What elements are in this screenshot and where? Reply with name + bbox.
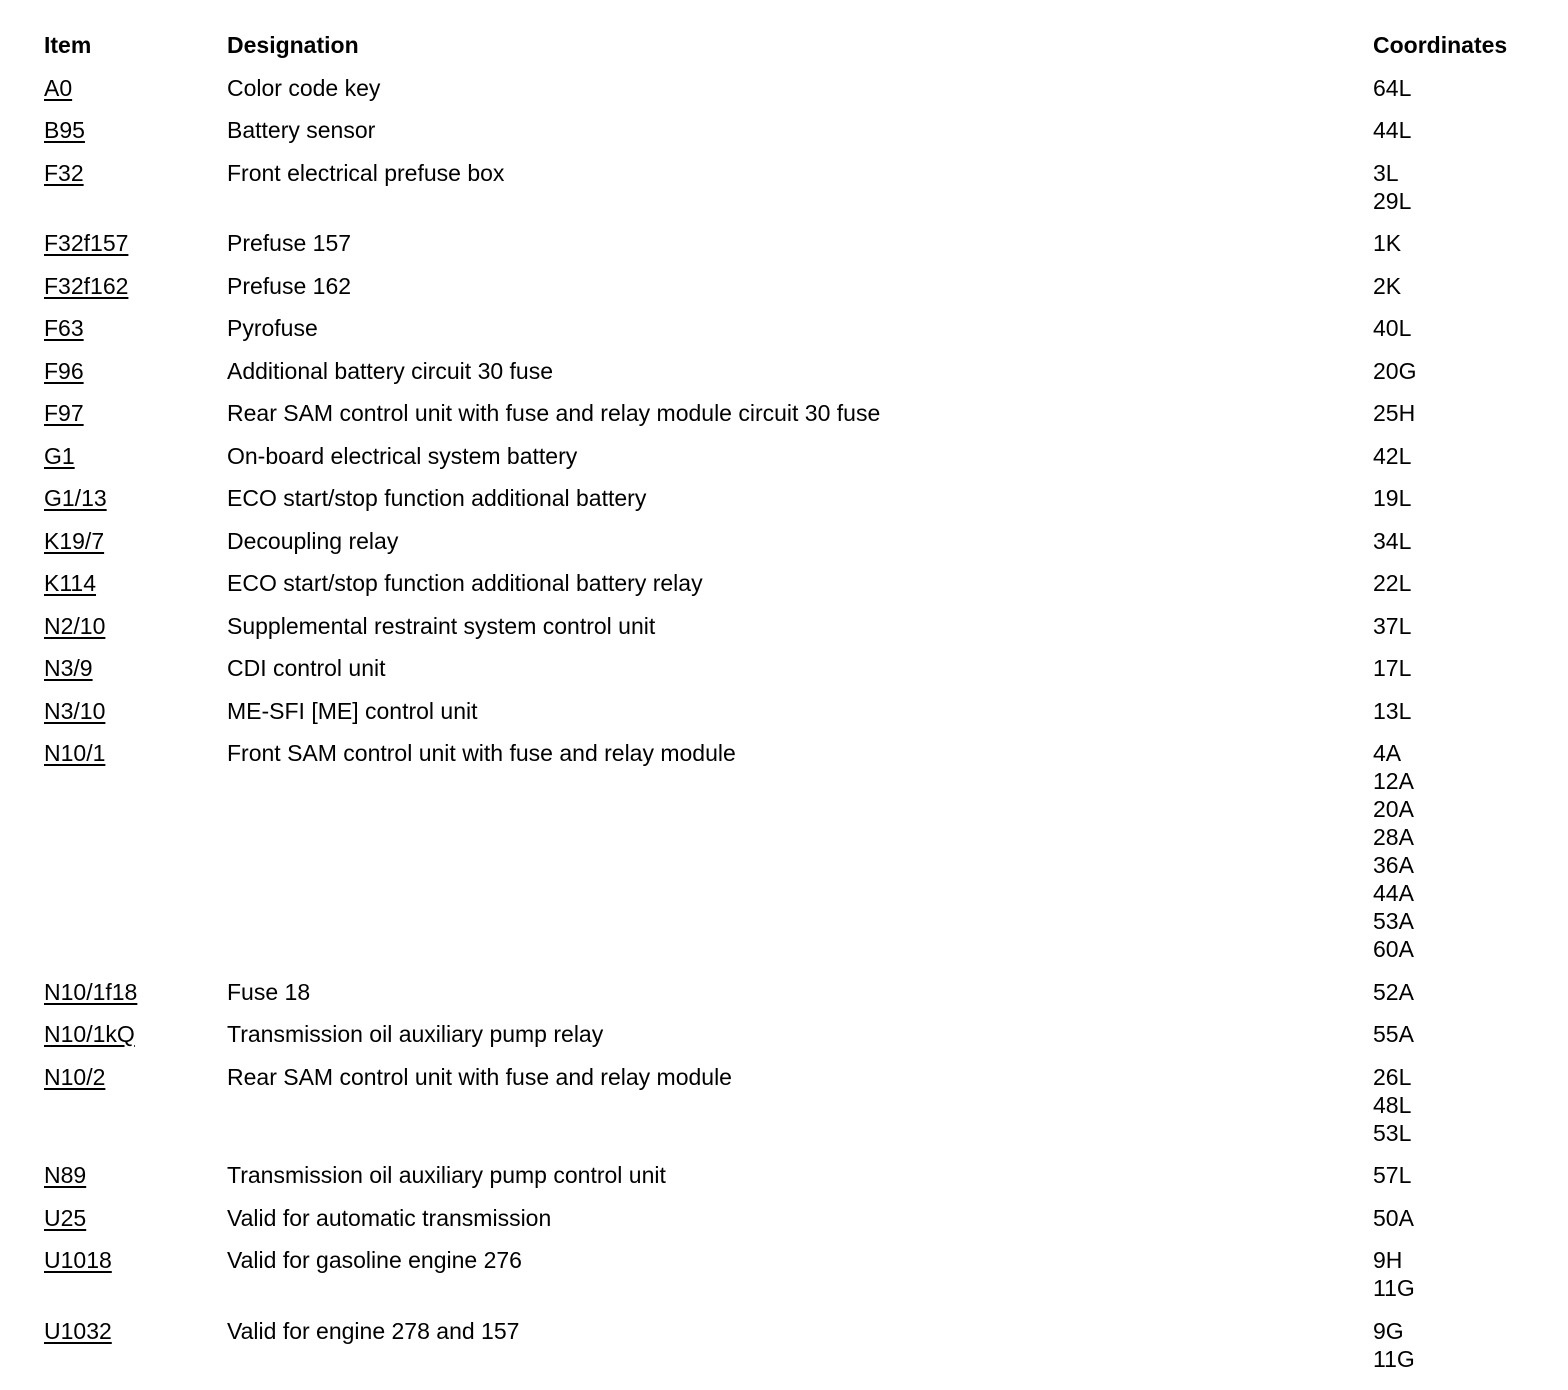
coordinate-value: 34L (1373, 527, 1412, 554)
coordinates-cell (1373, 399, 1534, 427)
table-header (44, 31, 1534, 67)
coordinate-value: 22L (1373, 570, 1412, 596)
table-row (44, 1013, 1534, 1056)
coordinates-cell (1373, 1317, 1534, 1373)
coordinates-cell (1373, 314, 1534, 342)
item-link[interactable]: G1/13 (44, 485, 107, 511)
coordinate-value: 44L (1373, 117, 1412, 143)
table-row (44, 67, 1534, 110)
coordinates-cell (1373, 527, 1534, 555)
table-row (44, 971, 1534, 1014)
coordinates-cell (1373, 116, 1534, 144)
coordinates-cell (1373, 1161, 1534, 1189)
item-link[interactable]: A0 (44, 74, 73, 101)
designation-cell: Prefuse 157 (227, 230, 352, 256)
table-row (44, 732, 1534, 971)
designation-cell: Rear SAM control unit with fuse and relay module (227, 1063, 732, 1090)
coordinates-cell (1373, 229, 1534, 257)
item-cell (44, 978, 227, 1006)
item-link[interactable]: N10/1kQ (44, 1021, 135, 1047)
item-link[interactable]: U25 (44, 1204, 87, 1231)
coordinate-value: 11G (1373, 1275, 1415, 1301)
designation-cell: On-board electrical system battery (227, 442, 578, 469)
coordinates-cell (1373, 654, 1534, 682)
item-cell (44, 697, 227, 725)
coordinate-value: 2K (1373, 272, 1402, 299)
designation-cell: CDI control unit (227, 655, 386, 681)
item-link[interactable]: N2/10 (44, 612, 106, 639)
coordinate-value: 1K (1373, 230, 1402, 256)
table-row (44, 152, 1534, 223)
item-cell (44, 654, 227, 682)
table-row (44, 222, 1534, 265)
designation-cell: Front SAM control unit with fuse and relay module (227, 740, 736, 766)
coordinates-cell (1373, 484, 1534, 512)
designation-cell: Prefuse 162 (227, 272, 352, 299)
designation-cell: Transmission oil auxiliary pump control unit (227, 1162, 666, 1188)
coordinate-value: 64L (1373, 74, 1412, 101)
column-header-coordinates: Coordinates (1373, 32, 1508, 58)
table-row (44, 1154, 1534, 1197)
coordinates-cell (1373, 1246, 1534, 1302)
table-row (44, 690, 1534, 733)
item-cell (44, 74, 227, 102)
designation-cell: Pyrofuse (227, 315, 318, 341)
coordinate-value: 9G (1373, 1317, 1404, 1344)
designation-cell: Supplemental restraint system control unit (227, 612, 656, 639)
designation-cell: Valid for engine 278 and 157 (227, 1317, 520, 1344)
coordinates-cell (1373, 612, 1534, 640)
coordinate-value: 44A (1373, 880, 1414, 906)
coordinate-value: 13L (1373, 697, 1412, 724)
item-cell (44, 442, 227, 470)
designation-cell: Additional battery circuit 30 fuse (227, 357, 554, 384)
coordinates-cell (1373, 1020, 1534, 1048)
item-link[interactable]: U1018 (44, 1247, 112, 1273)
coordinate-value: 19L (1373, 485, 1412, 511)
item-cell (44, 116, 227, 144)
item-cell (44, 1204, 227, 1232)
item-cell (44, 569, 227, 597)
item-cell (44, 484, 227, 512)
coordinate-value: 60A (1373, 936, 1414, 962)
coordinate-value: 29L (1373, 187, 1412, 214)
coordinate-value: 42L (1373, 442, 1412, 469)
coordinate-value: 9H (1373, 1247, 1403, 1273)
table-row (44, 350, 1534, 393)
item-link[interactable]: N3/9 (44, 655, 93, 681)
coordinates-cell (1373, 739, 1534, 963)
column-header-item: Item (44, 32, 92, 58)
item-link[interactable]: F32 (44, 159, 84, 186)
coordinate-value: 48L (1373, 1091, 1412, 1118)
table-row (44, 1239, 1534, 1310)
coordinate-value: 52A (1373, 978, 1414, 1005)
designation-cell: Decoupling relay (227, 527, 399, 554)
item-cell (44, 527, 227, 555)
coordinate-value: 37L (1373, 612, 1412, 639)
designation-cell: Front electrical prefuse box (227, 159, 505, 186)
table-row (44, 392, 1534, 435)
table-body (44, 67, 1534, 1381)
coordinates-cell (1373, 357, 1534, 385)
coordinates-cell (1373, 697, 1534, 725)
designation-cell: ECO start/stop function additional battery relay (227, 570, 703, 596)
item-link[interactable]: K114 (44, 570, 97, 596)
coordinate-value: 28A (1373, 824, 1414, 850)
item-cell (44, 1246, 227, 1274)
item-link[interactable]: N10/1f18 (44, 978, 138, 1005)
item-link[interactable]: F32f157 (44, 230, 129, 256)
item-cell (44, 1020, 227, 1048)
designation-cell: Valid for gasoline engine 276 (227, 1247, 522, 1273)
item-link[interactable]: N89 (44, 1162, 87, 1188)
coordinate-value: 17L (1373, 655, 1412, 681)
designation-cell: Valid for automatic transmission (227, 1204, 552, 1231)
coordinates-cell (1373, 1063, 1534, 1147)
item-cell (44, 1063, 227, 1091)
coordinates-cell (1373, 74, 1534, 102)
table-row (44, 477, 1534, 520)
designation-cell: Battery sensor (227, 117, 376, 143)
coordinates-cell (1373, 978, 1534, 1006)
coordinate-value: 3L (1373, 159, 1399, 186)
designation-cell: ECO start/stop function additional battery (227, 485, 647, 511)
coordinates-cell (1373, 569, 1534, 597)
item-cell (44, 399, 227, 427)
item-link[interactable]: N10/1 (44, 740, 106, 766)
column-header-designation: Designation (227, 32, 359, 58)
table-row (44, 307, 1534, 350)
item-link[interactable]: N10/2 (44, 1063, 106, 1090)
item-cell (44, 612, 227, 640)
designation-cell: Color code key (227, 74, 381, 101)
item-cell (44, 229, 227, 257)
item-cell (44, 314, 227, 342)
table-row (44, 109, 1534, 152)
coordinate-value: 36A (1373, 852, 1414, 878)
table-row (44, 1197, 1534, 1240)
table-row (44, 435, 1534, 478)
coordinate-value: 25H (1373, 400, 1416, 426)
item-link[interactable]: G1 (44, 442, 75, 469)
coordinates-cell (1373, 442, 1534, 470)
coordinates-cell (1373, 1204, 1534, 1232)
item-link[interactable]: F32f162 (44, 272, 129, 299)
item-link[interactable]: K19/7 (44, 527, 105, 554)
coordinate-value: 20A (1373, 796, 1414, 822)
table-row (44, 265, 1534, 308)
coordinates-cell (1373, 159, 1534, 215)
item-cell (44, 272, 227, 300)
coordinate-value: 53A (1373, 908, 1414, 934)
item-cell (44, 1317, 227, 1345)
designation-cell: Transmission oil auxiliary pump relay (227, 1021, 604, 1047)
item-link[interactable]: B95 (44, 117, 85, 143)
coordinate-value: 57L (1373, 1162, 1412, 1188)
coordinate-value: 55A (1373, 1021, 1414, 1047)
designation-cell: ME-SFI [ME] control unit (227, 697, 478, 724)
item-cell (44, 159, 227, 187)
table-row (44, 647, 1534, 690)
table-row (44, 1056, 1534, 1155)
item-cell (44, 739, 227, 767)
coordinate-value: 26L (1373, 1063, 1412, 1090)
table-row (44, 562, 1534, 605)
coordinates-cell (1373, 272, 1534, 300)
table-row (44, 520, 1534, 563)
table-row (44, 1310, 1534, 1381)
item-link[interactable]: U1032 (44, 1317, 112, 1344)
coordinate-value: 11G (1373, 1345, 1415, 1372)
table-row (44, 605, 1534, 648)
item-cell (44, 357, 227, 385)
coordinate-value: 50A (1373, 1204, 1414, 1231)
item-link[interactable]: F63 (44, 315, 84, 341)
item-cell (44, 1161, 227, 1189)
coordinate-value: 53L (1373, 1119, 1412, 1146)
coordinate-value: 20G (1373, 357, 1417, 384)
legend-table (44, 31, 1534, 1380)
designation-cell: Fuse 18 (227, 978, 311, 1005)
coordinate-value: 40L (1373, 315, 1412, 341)
coordinate-value: 4A (1373, 740, 1402, 766)
coordinate-value: 12A (1373, 768, 1414, 794)
designation-cell: Rear SAM control unit with fuse and relay module circuit 30 fuse (227, 400, 881, 426)
item-link[interactable]: F96 (44, 357, 84, 384)
item-link[interactable]: N3/10 (44, 697, 106, 724)
item-link[interactable]: F97 (44, 400, 84, 426)
